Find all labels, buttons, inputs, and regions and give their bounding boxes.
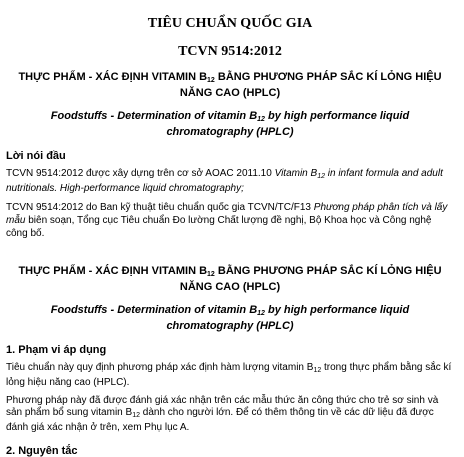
text: TCVN 9514:2012 được xây dựng trên cơ sở AOAC 2011.10	[6, 168, 275, 179]
heading-english	[6, 304, 454, 333]
section-1-paragraph-2	[6, 395, 454, 434]
heading-text: by high performance liquid chromatography (HPLC)	[166, 304, 410, 332]
heading-english	[6, 110, 454, 139]
subscript: 12	[132, 412, 140, 419]
text: TCVN 9514:2012 do Ban kỹ thuật tiêu chuẩn quốc gia TCVN/TC/F13	[6, 202, 314, 213]
foreword-paragraph-2	[6, 201, 454, 240]
standard-number: TCVN 9514:2012	[178, 44, 282, 59]
text: dành cho người lớn. Để có thêm thông tin về các dữ liệu đã được đánh giá xác nhận ở trên, xem Phụ lục A.	[6, 407, 434, 433]
heading-text: by high performance liquid chromatography (HPLC)	[166, 110, 410, 138]
heading-text: BẰNG PHƯƠNG PHÁP SẮC KÍ LỎNG HIỆU NĂNG CAO (HPLC)	[179, 265, 442, 293]
subscript: 12	[257, 310, 265, 317]
heading-text: BẰNG PHƯƠNG PHÁP SẮC KÍ LỎNG HIỆU NĂNG CAO (HPLC)	[179, 71, 442, 99]
subscript: 12	[207, 77, 215, 84]
text: trong thực phẩm bằng sắc kí lỏng hiệu năng cao (HPLC).	[6, 362, 452, 388]
text-italic: Vitamin B	[274, 168, 318, 179]
text-italic: Phương pháp phân tích và lấy mẫu	[6, 202, 448, 226]
text: biên soạn, Tổng cục Tiêu chuẩn Đo lường Chất lượng đề nghị, Bộ Khoa học và Công nghệ công bố.	[6, 215, 432, 239]
text: Phương pháp này đã được đánh giá xác nhận trên các mẫu thức ăn công thức cho trẻ sơ sinh và sản phẩm bổ sung vitamin B	[6, 395, 439, 418]
section-1-title: 1. Phạm vi áp dụng	[6, 344, 107, 356]
foreword-paragraph-1	[6, 168, 454, 195]
subscript: 12	[257, 116, 265, 123]
text-italic: in infant formula and adult nutritionals. High-performance liquid chromatography;	[6, 168, 443, 194]
subscript: 12	[207, 271, 215, 278]
heading-text: THỰC PHẨM - XÁC ĐỊNH VITAMIN B	[18, 71, 208, 83]
heading-vietnamese	[6, 265, 454, 294]
section-2-title: 2. Nguyên tắc	[6, 445, 78, 457]
section-1-paragraph-1	[6, 362, 454, 389]
heading-vietnamese	[6, 71, 454, 100]
heading-text: Foodstuffs - Determination of vitamin B	[50, 304, 258, 316]
text: Tiêu chuẩn này quy định phương pháp xác định hàm lượng vitamin B	[6, 362, 314, 373]
heading-text: THỰC PHẨM - XÁC ĐỊNH VITAMIN B	[18, 265, 208, 277]
foreword-title: Lời nói đầu	[6, 150, 66, 162]
document-title: TIÊU CHUẨN QUỐC GIA	[147, 16, 313, 31]
subscript: 12	[313, 367, 322, 374]
heading-text: Foodstuffs - Determination of vitamin B	[50, 110, 258, 122]
spacer	[6, 240, 454, 254]
subscript: 12	[317, 173, 325, 180]
